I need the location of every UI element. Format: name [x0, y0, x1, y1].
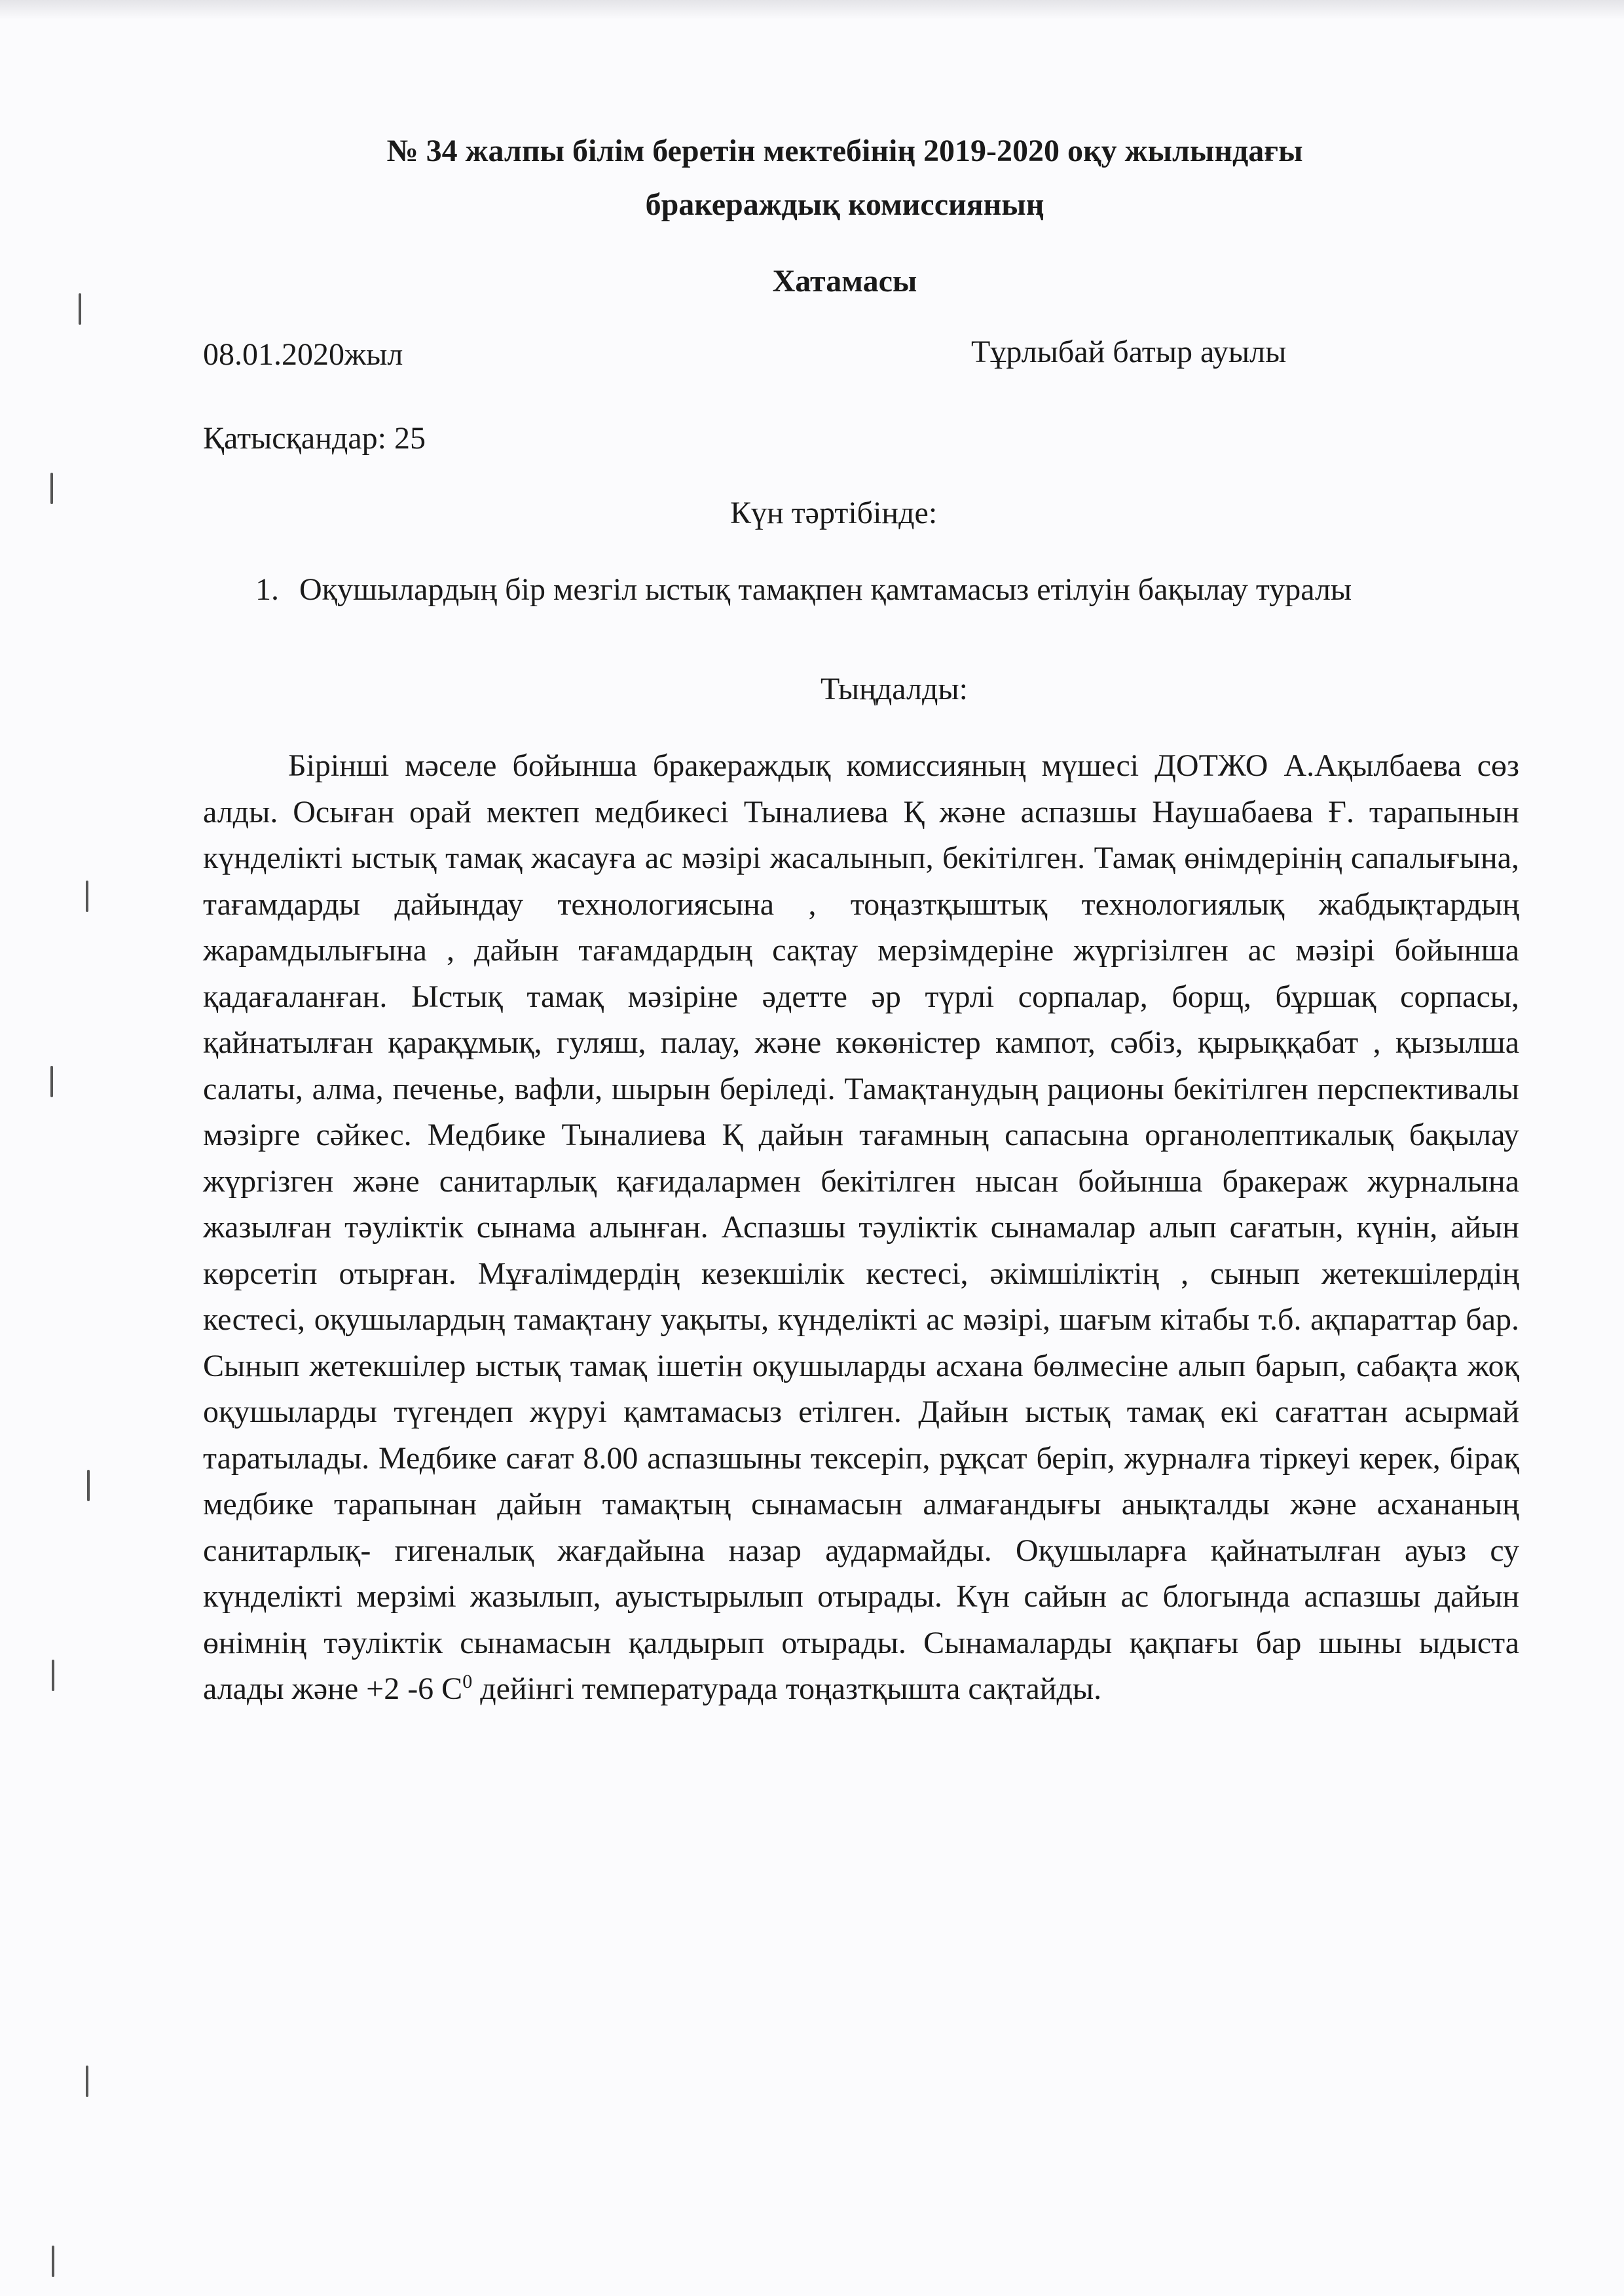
- margin-mark: [86, 881, 88, 912]
- margin-mark: [79, 293, 81, 325]
- meeting-date: 08.01.2020жыл: [203, 337, 403, 372]
- margin-mark: [86, 2066, 88, 2097]
- margin-mark: [50, 1066, 53, 1097]
- participants-count: Қатысқандар: 25: [203, 421, 426, 456]
- meeting-place: Тұрлыбай батыр ауылы: [971, 335, 1287, 369]
- degree-superscript: 0: [462, 1671, 473, 1692]
- agenda-item-number: 1.: [255, 572, 279, 607]
- margin-mark: [87, 1470, 90, 1501]
- document-title: № 34 жалпы білім беретін мектебінің 2019-2020 оқу жылындағы: [386, 134, 1303, 168]
- minutes-body-main: Бірінші мәселе бойынша бракераждық комиссияның мүшесі ДОТЖО А.Ақылбаева сөз алды. Осыған орай мектеп медбикесі Тыналиева Қ және аспазшы Наушабаева Ғ. тарапынын күнделікті ыстық тамақ жасауға ас мәзірі жасалынып, бекітілген. Тамақ өнімдерінің сапалығына, тағамдарды дайындау технологиясына , тоңазтқыштық технологиялық жабдықтардың жарамдылығына , дайын тағамдардың сақтау мерзімдеріне жүргізілген ас мәзірі бойынша қадағаланған. Ыстық тамақ мәзіріне әдетте әр түрлі сорпалар, борщ, бұршақ сорпасы, қайнатылған қарақұмық, гуляш, палау, және көкөністер кампот, сәбіз, қырыққабат , қызылша салаты, алма, печенье, вафли, шырын беріледі. Тамақтанудың рационы бекітілген перспективалы мәзірге сәйкес. Медбике Тыналиева Қ дайын тағамның сапасына органолептикалық бақылау жүргізген және санитарлық қағидалармен бекітілген нысан бойынша бракераж журналына жазылған тәуліктік сынама алынған. Аспазшы тәуліктік сынамалар алып сағатын, күнін, айын көрсетіп отырған. Мұғалімдердің кезекшілік кестесі, әкімшіліктің , сынып жетекшілердің кестесі, оқушылардың тамақтану уақыты, күнделікті ас мәзірі, шағым кітабы т.б. ақпараттар бар. Сынып жетекшілер ыстық тамақ ішетін оқушыларды асхана бөлмесіне алып барып, сабақта жоқ оқушыларды түгендеп жүруі қамтамасыз етілген. Дайын ыстық тамақ екі сағаттан асырмай таратылады. Медбике сағат 8.00 аспазшыны тексеріп, рұқсат беріп, журналға тіркеуі керек, бірақ медбике тарапынан дайын тамақтың сынамасын алмағандығы анықталды және асхананың санитарлық- гигеналық жағдайына назар аудармайды. Оқушыларға қайнатылған ауыз су күнделікті мерзімі жазылып, ауыстырылып отырады. Күн сайын ас блогында аспазшы дайын өнімнің тәуліктік сынамасын қалдырып отырады. Сынамаларды қақпағы бар шыны ыдыста алады және +2 -6 С: [203, 748, 1519, 1706]
- document-heading-protocol: Хатамасы: [772, 264, 917, 299]
- heard-heading: Тыңдалды:: [821, 672, 968, 706]
- minutes-body: [203, 743, 1519, 1713]
- agenda-heading: Күн тәртібінде:: [730, 496, 938, 530]
- document-subtitle: бракераждық комиссияның: [645, 187, 1044, 222]
- minutes-body-end: дейінгі температурада тоңазтқышта сақтайды.: [472, 1671, 1102, 1706]
- agenda-item-text: Оқушылардың бір мезгіл ыстық тамақпен қамтамасыз етілуін бақылау туралы: [299, 572, 1352, 607]
- scan-top-edge: [0, 0, 1624, 20]
- margin-mark: [52, 2246, 54, 2277]
- margin-mark: [50, 473, 53, 504]
- margin-mark: [52, 1660, 54, 1691]
